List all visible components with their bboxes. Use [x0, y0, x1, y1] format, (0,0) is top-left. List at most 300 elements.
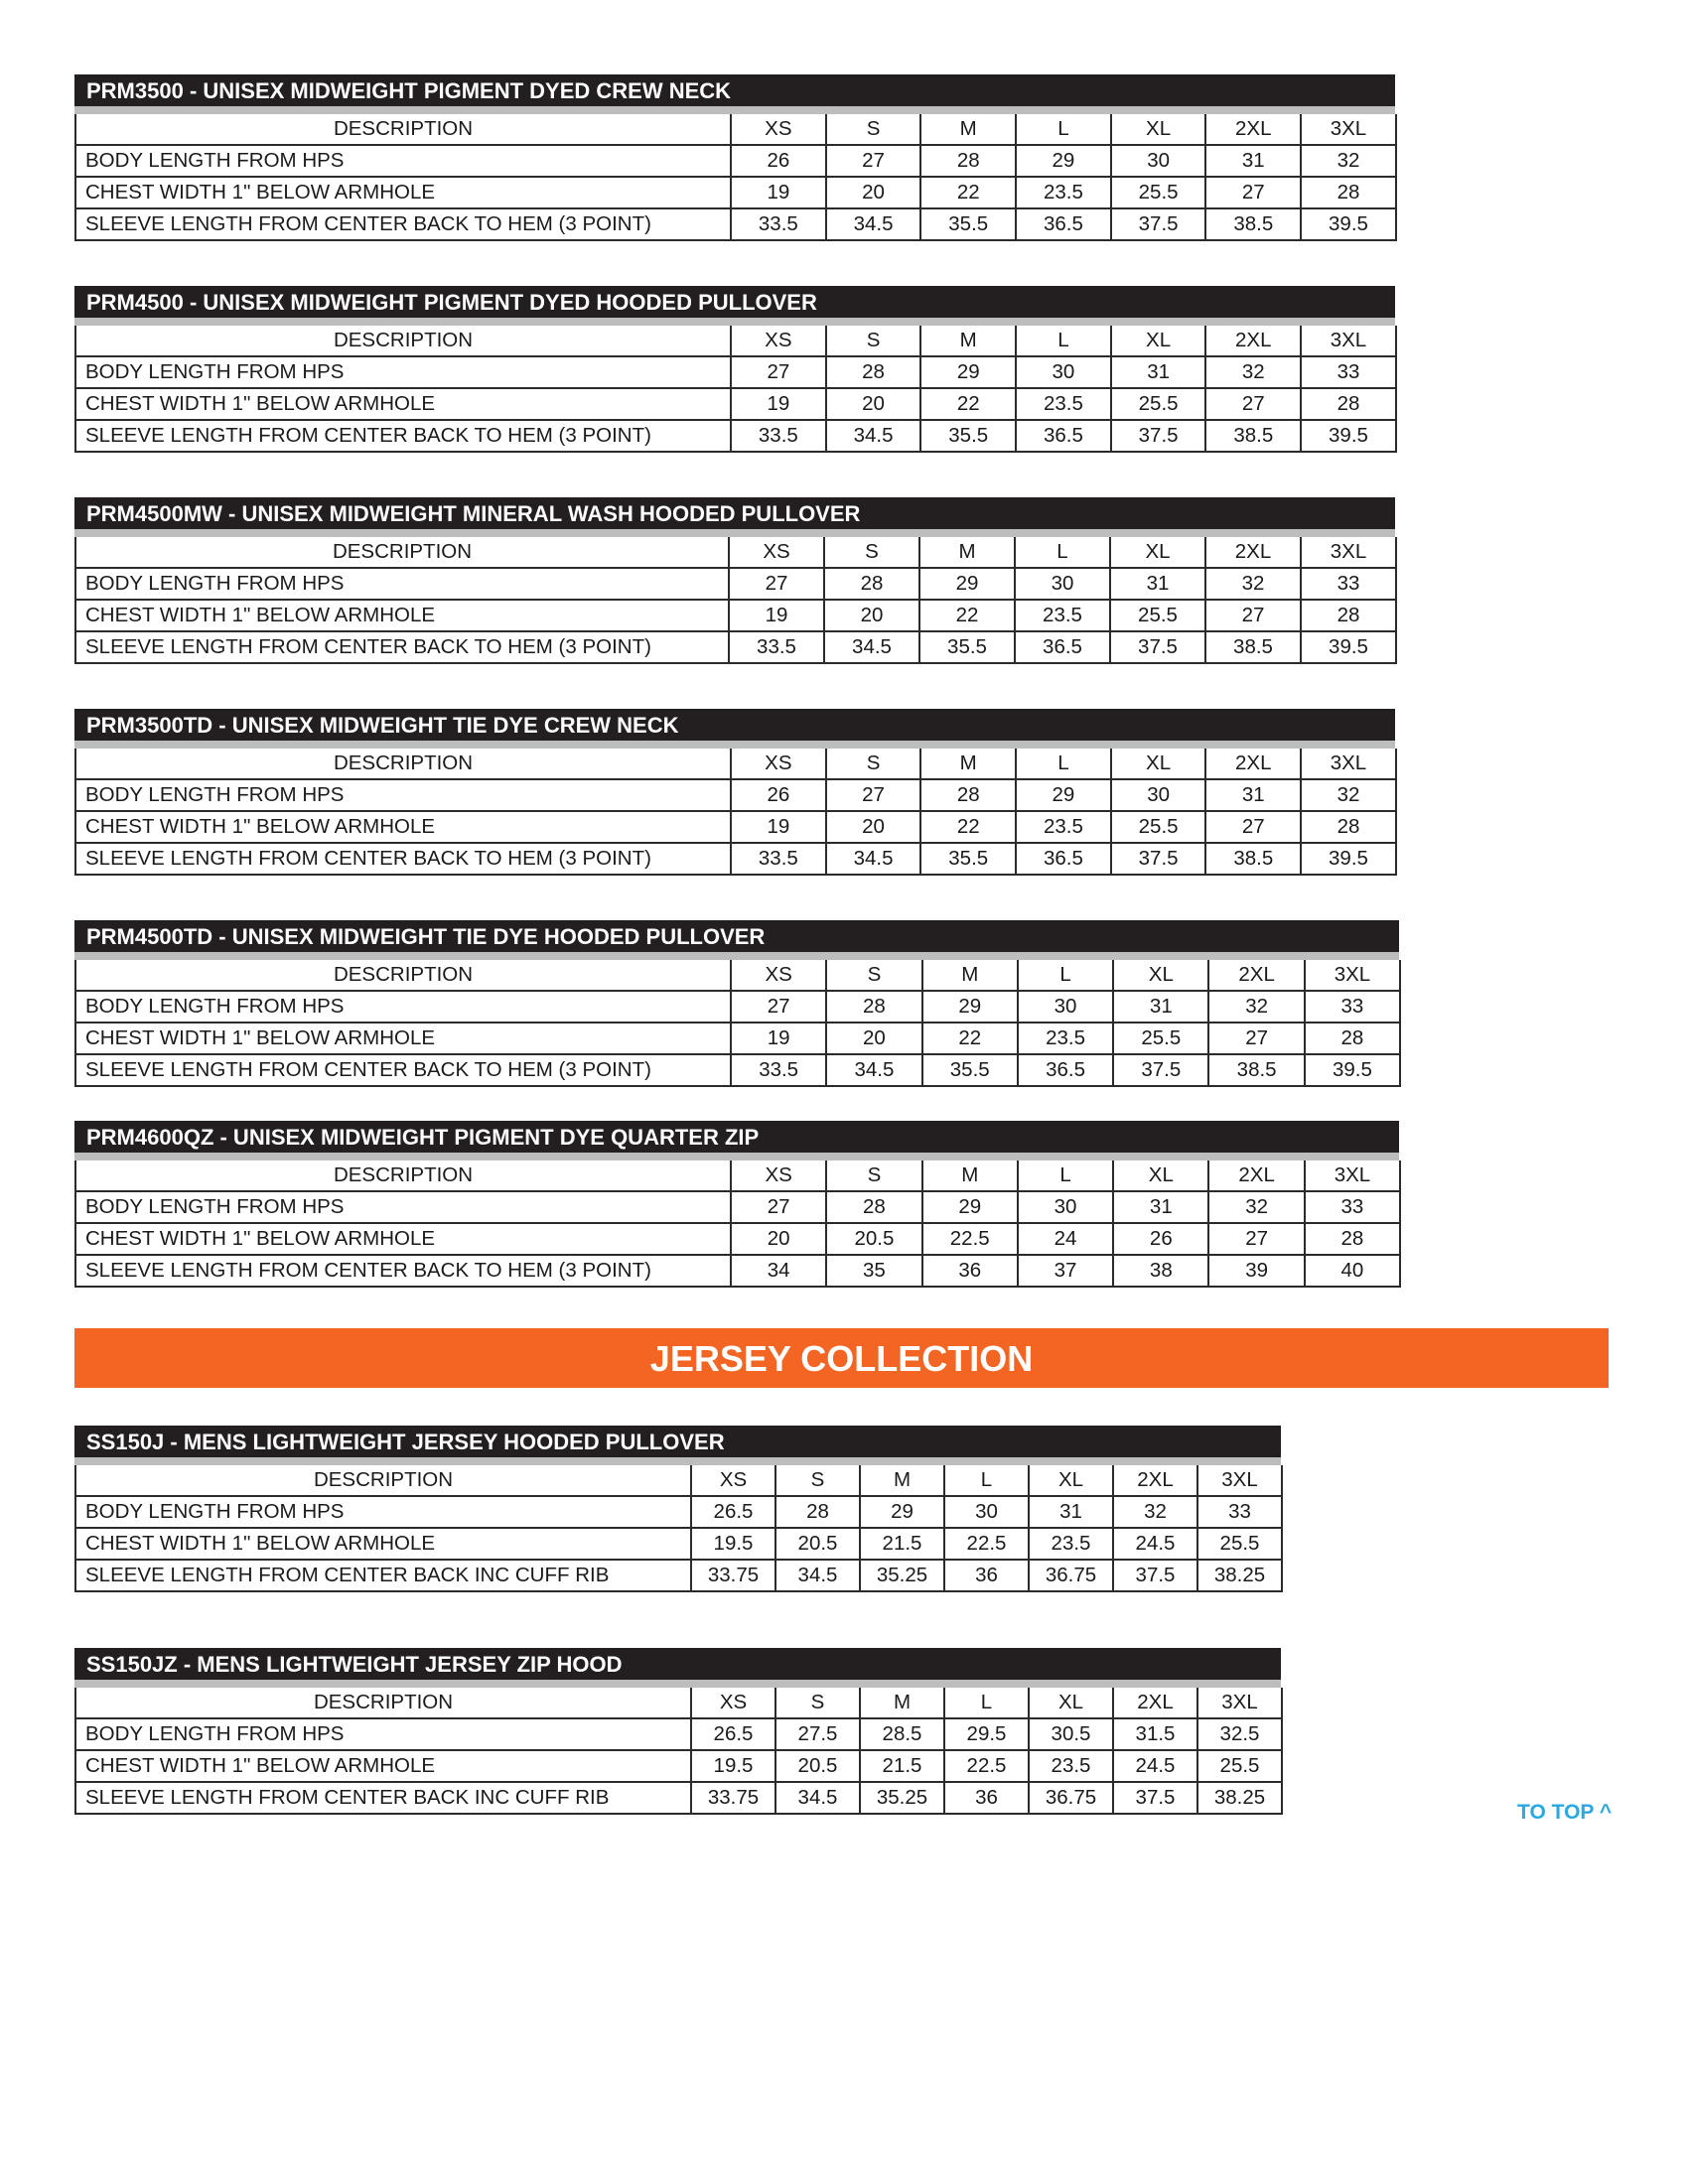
- table-cell: 24.5: [1113, 1528, 1197, 1560]
- table-cell: 37.5: [1113, 1560, 1197, 1591]
- table-cell: 36: [944, 1560, 1029, 1591]
- table-cell: 38: [1113, 1255, 1208, 1287]
- table-cell: 30: [1018, 1191, 1113, 1223]
- row-label: SLEEVE LENGTH FROM CENTER BACK TO HEM (3 POINT): [75, 1054, 731, 1086]
- column-header: 2XL: [1205, 114, 1301, 145]
- row-label: CHEST WIDTH 1" BELOW ARMHOLE: [75, 177, 731, 208]
- table-cell: 33.5: [731, 208, 826, 240]
- column-header: 3XL: [1305, 1160, 1400, 1191]
- column-header: S: [826, 960, 921, 991]
- table-cell: 23.5: [1029, 1528, 1113, 1560]
- table-cell: 26: [731, 779, 826, 811]
- table-cell: 22: [919, 600, 1015, 631]
- column-header: S: [826, 114, 921, 145]
- table-row: [75, 811, 1396, 843]
- table-cell: 35.5: [922, 1054, 1018, 1086]
- table-cell: 34.5: [775, 1560, 860, 1591]
- row-label: SLEEVE LENGTH FROM CENTER BACK INC CUFF RIB: [75, 1560, 691, 1591]
- table-cell: 29: [1016, 145, 1111, 177]
- table-cell: 23.5: [1015, 600, 1110, 631]
- column-header: M: [922, 1160, 1018, 1191]
- table-cell: 29: [922, 991, 1018, 1023]
- table-cell: 28: [1305, 1223, 1400, 1255]
- column-header: 3XL: [1301, 114, 1396, 145]
- table-cell: 28: [920, 145, 1016, 177]
- table-cell: 34: [731, 1255, 826, 1287]
- size-table: [74, 960, 1401, 1087]
- row-label: CHEST WIDTH 1" BELOW ARMHOLE: [75, 811, 731, 843]
- column-header: L: [1015, 537, 1110, 568]
- table-cell: 19: [731, 177, 826, 208]
- table-cell: 33: [1305, 1191, 1400, 1223]
- table-cell: 27: [731, 1191, 826, 1223]
- table-cell: 35: [826, 1255, 921, 1287]
- table-row: [75, 356, 1396, 388]
- column-header: XL: [1113, 960, 1208, 991]
- column-header: DESCRIPTION: [75, 1688, 691, 1718]
- table-cell: 34.5: [826, 420, 921, 452]
- column-header: DESCRIPTION: [75, 114, 731, 145]
- column-header: XS: [731, 960, 826, 991]
- table-cell: 31: [1111, 356, 1206, 388]
- column-header: L: [1016, 749, 1111, 779]
- table-cell: 26: [1113, 1223, 1208, 1255]
- column-header: S: [826, 326, 921, 356]
- table-cell: 34.5: [826, 843, 921, 875]
- table-cell: 34.5: [826, 1054, 921, 1086]
- column-header: XL: [1029, 1688, 1113, 1718]
- table-cell: 22.5: [944, 1528, 1029, 1560]
- column-header: S: [824, 537, 919, 568]
- size-chart-prm4500td: [74, 920, 1399, 1087]
- row-label: BODY LENGTH FROM HPS: [75, 779, 731, 811]
- column-header: 3XL: [1301, 537, 1396, 568]
- row-label: BODY LENGTH FROM HPS: [75, 568, 729, 600]
- table-cell: 35.5: [920, 843, 1016, 875]
- table-cell: 28: [1301, 388, 1396, 420]
- table-cell: 20: [826, 1023, 921, 1054]
- section-banner-jersey-collection: JERSEY COLLECTION: [74, 1328, 1609, 1388]
- size-chart-title: PRM4500 - UNISEX MIDWEIGHT PIGMENT DYED HOODED PULLOVER: [74, 286, 1395, 326]
- table-cell: 23.5: [1016, 388, 1111, 420]
- table-cell: 36.5: [1018, 1054, 1113, 1086]
- row-label: CHEST WIDTH 1" BELOW ARMHOLE: [75, 600, 729, 631]
- column-header: S: [775, 1688, 860, 1718]
- table-row: [75, 1782, 1282, 1814]
- column-header: DESCRIPTION: [75, 537, 729, 568]
- table-cell: 38.25: [1197, 1560, 1282, 1591]
- column-header: M: [860, 1465, 944, 1496]
- column-header: 3XL: [1305, 960, 1400, 991]
- table-cell: 34.5: [775, 1782, 860, 1814]
- table-cell: 28: [826, 356, 921, 388]
- table-cell: 27: [1205, 388, 1301, 420]
- size-chart-prm4500mw: [74, 497, 1395, 664]
- table-cell: 22: [920, 811, 1016, 843]
- size-chart-prm3500td: [74, 709, 1395, 876]
- size-chart-prm3500: [74, 74, 1395, 241]
- column-header: 2XL: [1113, 1465, 1197, 1496]
- table-cell: 24: [1018, 1223, 1113, 1255]
- column-header: M: [920, 114, 1016, 145]
- table-cell: 24.5: [1113, 1750, 1197, 1782]
- table-cell: 25.5: [1111, 177, 1206, 208]
- row-label: CHEST WIDTH 1" BELOW ARMHOLE: [75, 1223, 731, 1255]
- column-header: XS: [729, 537, 824, 568]
- size-table: [74, 1160, 1401, 1288]
- table-cell: 39.5: [1301, 631, 1396, 663]
- table-cell: 39.5: [1301, 843, 1396, 875]
- table-cell: 30: [1015, 568, 1110, 600]
- table-cell: 25.5: [1111, 811, 1206, 843]
- size-table: [74, 749, 1397, 876]
- column-header: DESCRIPTION: [75, 749, 731, 779]
- table-cell: 28: [1301, 600, 1396, 631]
- table-cell: 38.25: [1197, 1782, 1282, 1814]
- column-header: S: [775, 1465, 860, 1496]
- table-cell: 39: [1208, 1255, 1304, 1287]
- size-table: [74, 326, 1397, 453]
- column-header: XS: [691, 1465, 775, 1496]
- column-header: L: [1018, 960, 1113, 991]
- size-chart-title: SS150JZ - MENS LIGHTWEIGHT JERSEY ZIP HOOD: [74, 1648, 1281, 1688]
- table-cell: 31: [1205, 145, 1301, 177]
- table-cell: 28: [826, 991, 921, 1023]
- table-cell: 37.5: [1110, 631, 1205, 663]
- table-cell: 28: [1305, 1023, 1400, 1054]
- table-cell: 22: [920, 388, 1016, 420]
- table-cell: 29: [922, 1191, 1018, 1223]
- table-cell: 26.5: [691, 1496, 775, 1528]
- table-cell: 33.5: [731, 843, 826, 875]
- table-cell: 39.5: [1305, 1054, 1400, 1086]
- table-cell: 22: [922, 1023, 1018, 1054]
- table-row: [75, 1560, 1282, 1591]
- table-header-row: [75, 1160, 1400, 1191]
- row-label: BODY LENGTH FROM HPS: [75, 1718, 691, 1750]
- row-label: BODY LENGTH FROM HPS: [75, 1191, 731, 1223]
- table-row: [75, 1191, 1400, 1223]
- table-cell: 35.5: [919, 631, 1015, 663]
- size-chart-prm4600qz: [74, 1121, 1399, 1288]
- size-chart-title: PRM4500MW - UNISEX MIDWEIGHT MINERAL WASH HOODED PULLOVER: [74, 497, 1395, 537]
- table-cell: 37.5: [1113, 1782, 1197, 1814]
- table-cell: 39.5: [1301, 420, 1396, 452]
- table-cell: 28: [824, 568, 919, 600]
- table-cell: 33: [1197, 1496, 1282, 1528]
- table-row: [75, 779, 1396, 811]
- table-cell: 34.5: [826, 208, 921, 240]
- size-chart-title: PRM3500 - UNISEX MIDWEIGHT PIGMENT DYED CREW NECK: [74, 74, 1395, 114]
- size-chart-title: SS150J - MENS LIGHTWEIGHT JERSEY HOODED PULLOVER: [74, 1426, 1281, 1465]
- table-cell: 20: [826, 177, 921, 208]
- column-header: DESCRIPTION: [75, 1465, 691, 1496]
- table-cell: 33.5: [729, 631, 824, 663]
- table-cell: 38.5: [1205, 631, 1301, 663]
- table-cell: 22.5: [944, 1750, 1029, 1782]
- table-cell: 28.5: [860, 1718, 944, 1750]
- size-chart-title: PRM4600QZ - UNISEX MIDWEIGHT PIGMENT DYE QUARTER ZIP: [74, 1121, 1399, 1160]
- table-cell: 37.5: [1111, 843, 1206, 875]
- table-cell: 38.5: [1205, 843, 1301, 875]
- table-cell: 29.5: [944, 1718, 1029, 1750]
- column-header: 2XL: [1205, 749, 1301, 779]
- column-header: XL: [1111, 114, 1206, 145]
- table-cell: 28: [1301, 177, 1396, 208]
- column-header: L: [944, 1688, 1029, 1718]
- table-header-row: [75, 326, 1396, 356]
- table-cell: 33.75: [691, 1782, 775, 1814]
- table-cell: 38.5: [1205, 208, 1301, 240]
- row-label: CHEST WIDTH 1" BELOW ARMHOLE: [75, 1750, 691, 1782]
- table-cell: 32: [1205, 356, 1301, 388]
- row-label: SLEEVE LENGTH FROM CENTER BACK TO HEM (3 POINT): [75, 631, 729, 663]
- column-header: M: [919, 537, 1015, 568]
- column-header: 3XL: [1197, 1688, 1282, 1718]
- table-cell: 33: [1301, 568, 1396, 600]
- table-cell: 32: [1301, 779, 1396, 811]
- table-cell: 37: [1018, 1255, 1113, 1287]
- table-cell: 20: [826, 388, 921, 420]
- table-cell: 19: [731, 811, 826, 843]
- size-table: [74, 537, 1397, 664]
- table-row: [75, 991, 1400, 1023]
- table-header-row: [75, 114, 1396, 145]
- table-cell: 29: [860, 1496, 944, 1528]
- table-cell: 31: [1113, 991, 1208, 1023]
- table-row: [75, 420, 1396, 452]
- column-header: 2XL: [1205, 326, 1301, 356]
- column-header: M: [920, 326, 1016, 356]
- table-row: [75, 1054, 1400, 1086]
- table-cell: 32: [1208, 1191, 1304, 1223]
- table-cell: 37.5: [1111, 420, 1206, 452]
- table-cell: 39.5: [1301, 208, 1396, 240]
- column-header: XL: [1110, 537, 1205, 568]
- table-cell: 30.5: [1029, 1718, 1113, 1750]
- row-label: SLEEVE LENGTH FROM CENTER BACK TO HEM (3 POINT): [75, 843, 731, 875]
- table-cell: 31: [1029, 1496, 1113, 1528]
- table-row: [75, 177, 1396, 208]
- column-header: XL: [1113, 1160, 1208, 1191]
- size-chart-title: PRM4500TD - UNISEX MIDWEIGHT TIE DYE HOODED PULLOVER: [74, 920, 1399, 960]
- table-cell: 30: [1016, 356, 1111, 388]
- table-cell: 30: [1111, 145, 1206, 177]
- table-cell: 32: [1208, 991, 1304, 1023]
- table-cell: 36: [922, 1255, 1018, 1287]
- column-header: L: [1018, 1160, 1113, 1191]
- table-cell: 33.75: [691, 1560, 775, 1591]
- table-cell: 28: [920, 779, 1016, 811]
- table-cell: 30: [1111, 779, 1206, 811]
- table-cell: 27: [1208, 1223, 1304, 1255]
- table-cell: 28: [775, 1496, 860, 1528]
- table-cell: 25.5: [1197, 1528, 1282, 1560]
- column-header: XL: [1111, 326, 1206, 356]
- table-row: [75, 1718, 1282, 1750]
- size-table: [74, 114, 1397, 241]
- table-cell: 29: [920, 356, 1016, 388]
- row-label: BODY LENGTH FROM HPS: [75, 145, 731, 177]
- table-row: [75, 145, 1396, 177]
- table-cell: 19.5: [691, 1750, 775, 1782]
- table-row: [75, 1496, 1282, 1528]
- table-cell: 33: [1305, 991, 1400, 1023]
- table-cell: 20: [731, 1223, 826, 1255]
- table-row: [75, 600, 1396, 631]
- table-cell: 38.5: [1208, 1054, 1304, 1086]
- row-label: SLEEVE LENGTH FROM CENTER BACK TO HEM (3 POINT): [75, 1255, 731, 1287]
- table-row: [75, 568, 1396, 600]
- table-cell: 36.5: [1016, 843, 1111, 875]
- table-cell: 21.5: [860, 1750, 944, 1782]
- column-header: DESCRIPTION: [75, 326, 731, 356]
- table-cell: 40: [1305, 1255, 1400, 1287]
- table-cell: 20.5: [775, 1528, 860, 1560]
- table-row: [75, 1023, 1400, 1054]
- column-header: 2XL: [1208, 960, 1304, 991]
- column-header: M: [920, 749, 1016, 779]
- table-cell: 33.5: [731, 420, 826, 452]
- table-row: [75, 1528, 1282, 1560]
- row-label: BODY LENGTH FROM HPS: [75, 991, 731, 1023]
- table-cell: 37.5: [1113, 1054, 1208, 1086]
- row-label: BODY LENGTH FROM HPS: [75, 1496, 691, 1528]
- table-cell: 36.5: [1016, 420, 1111, 452]
- table-cell: 19: [731, 388, 826, 420]
- table-cell: 31: [1110, 568, 1205, 600]
- table-cell: 23.5: [1016, 811, 1111, 843]
- table-cell: 25.5: [1197, 1750, 1282, 1782]
- table-cell: 33: [1301, 356, 1396, 388]
- table-row: [75, 388, 1396, 420]
- table-cell: 36.75: [1029, 1782, 1113, 1814]
- table-cell: 30: [944, 1496, 1029, 1528]
- column-header: 2XL: [1113, 1688, 1197, 1718]
- column-header: XL: [1029, 1465, 1113, 1496]
- table-row: [75, 843, 1396, 875]
- column-header: XS: [691, 1688, 775, 1718]
- table-header-row: [75, 749, 1396, 779]
- table-cell: 36: [944, 1782, 1029, 1814]
- table-cell: 26: [731, 145, 826, 177]
- table-cell: 27: [1205, 811, 1301, 843]
- column-header: DESCRIPTION: [75, 960, 731, 991]
- column-header: 2XL: [1208, 1160, 1304, 1191]
- table-row: [75, 1255, 1400, 1287]
- table-cell: 27: [1208, 1023, 1304, 1054]
- table-cell: 22.5: [922, 1223, 1018, 1255]
- table-cell: 32.5: [1197, 1718, 1282, 1750]
- table-cell: 27: [1205, 177, 1301, 208]
- table-cell: 28: [1301, 811, 1396, 843]
- table-cell: 20: [826, 811, 921, 843]
- table-cell: 30: [1018, 991, 1113, 1023]
- column-header: 3XL: [1197, 1465, 1282, 1496]
- column-header: M: [922, 960, 1018, 991]
- column-header: XS: [731, 749, 826, 779]
- column-header: 3XL: [1301, 326, 1396, 356]
- table-cell: 31: [1113, 1191, 1208, 1223]
- table-cell: 32: [1113, 1496, 1197, 1528]
- table-cell: 35.5: [920, 420, 1016, 452]
- row-label: CHEST WIDTH 1" BELOW ARMHOLE: [75, 388, 731, 420]
- table-cell: 34.5: [824, 631, 919, 663]
- size-chart-title: PRM3500TD - UNISEX MIDWEIGHT TIE DYE CREW NECK: [74, 709, 1395, 749]
- column-header: XL: [1111, 749, 1206, 779]
- table-cell: 27: [731, 356, 826, 388]
- table-cell: 27: [731, 991, 826, 1023]
- column-header: 2XL: [1205, 537, 1301, 568]
- table-cell: 25.5: [1110, 600, 1205, 631]
- table-cell: 26.5: [691, 1718, 775, 1750]
- table-cell: 36.75: [1029, 1560, 1113, 1591]
- table-row: [75, 208, 1396, 240]
- size-table: [74, 1688, 1283, 1815]
- table-cell: 23.5: [1018, 1023, 1113, 1054]
- column-header: S: [826, 1160, 921, 1191]
- column-header: M: [860, 1688, 944, 1718]
- table-cell: 19: [729, 600, 824, 631]
- column-header: DESCRIPTION: [75, 1160, 731, 1191]
- table-cell: 25.5: [1111, 388, 1206, 420]
- table-header-row: [75, 1465, 1282, 1496]
- column-header: XS: [731, 1160, 826, 1191]
- column-header: 3XL: [1301, 749, 1396, 779]
- table-header-row: [75, 537, 1396, 568]
- table-row: [75, 631, 1396, 663]
- column-header: L: [944, 1465, 1029, 1496]
- row-label: CHEST WIDTH 1" BELOW ARMHOLE: [75, 1528, 691, 1560]
- size-chart-ss150j: [74, 1426, 1281, 1592]
- table-cell: 37.5: [1111, 208, 1206, 240]
- table-cell: 35.5: [920, 208, 1016, 240]
- table-cell: 25.5: [1113, 1023, 1208, 1054]
- table-cell: 27: [729, 568, 824, 600]
- row-label: SLEEVE LENGTH FROM CENTER BACK TO HEM (3 POINT): [75, 420, 731, 452]
- column-header: L: [1016, 114, 1111, 145]
- table-cell: 29: [1016, 779, 1111, 811]
- table-cell: 32: [1301, 145, 1396, 177]
- table-header-row: [75, 1688, 1282, 1718]
- column-header: XS: [731, 326, 826, 356]
- size-table: [74, 1465, 1283, 1592]
- size-chart-prm4500: [74, 286, 1395, 453]
- table-cell: 33.5: [731, 1054, 826, 1086]
- table-cell: 27: [826, 145, 921, 177]
- table-cell: 19.5: [691, 1528, 775, 1560]
- table-cell: 20.5: [826, 1223, 921, 1255]
- table-cell: 35.25: [860, 1560, 944, 1591]
- to-top-link[interactable]: TO TOP ^: [1517, 1801, 1613, 1824]
- table-cell: 28: [826, 1191, 921, 1223]
- table-header-row: [75, 960, 1400, 991]
- table-row: [75, 1223, 1400, 1255]
- table-cell: 27: [1205, 600, 1301, 631]
- column-header: S: [826, 749, 921, 779]
- table-cell: 36.5: [1016, 208, 1111, 240]
- table-cell: 20: [824, 600, 919, 631]
- row-label: CHEST WIDTH 1" BELOW ARMHOLE: [75, 1023, 731, 1054]
- row-label: SLEEVE LENGTH FROM CENTER BACK INC CUFF RIB: [75, 1782, 691, 1814]
- table-cell: 38.5: [1205, 420, 1301, 452]
- table-cell: 23.5: [1016, 177, 1111, 208]
- table-cell: 27.5: [775, 1718, 860, 1750]
- column-header: XS: [731, 114, 826, 145]
- column-header: L: [1016, 326, 1111, 356]
- table-cell: 29: [919, 568, 1015, 600]
- row-label: SLEEVE LENGTH FROM CENTER BACK TO HEM (3 POINT): [75, 208, 731, 240]
